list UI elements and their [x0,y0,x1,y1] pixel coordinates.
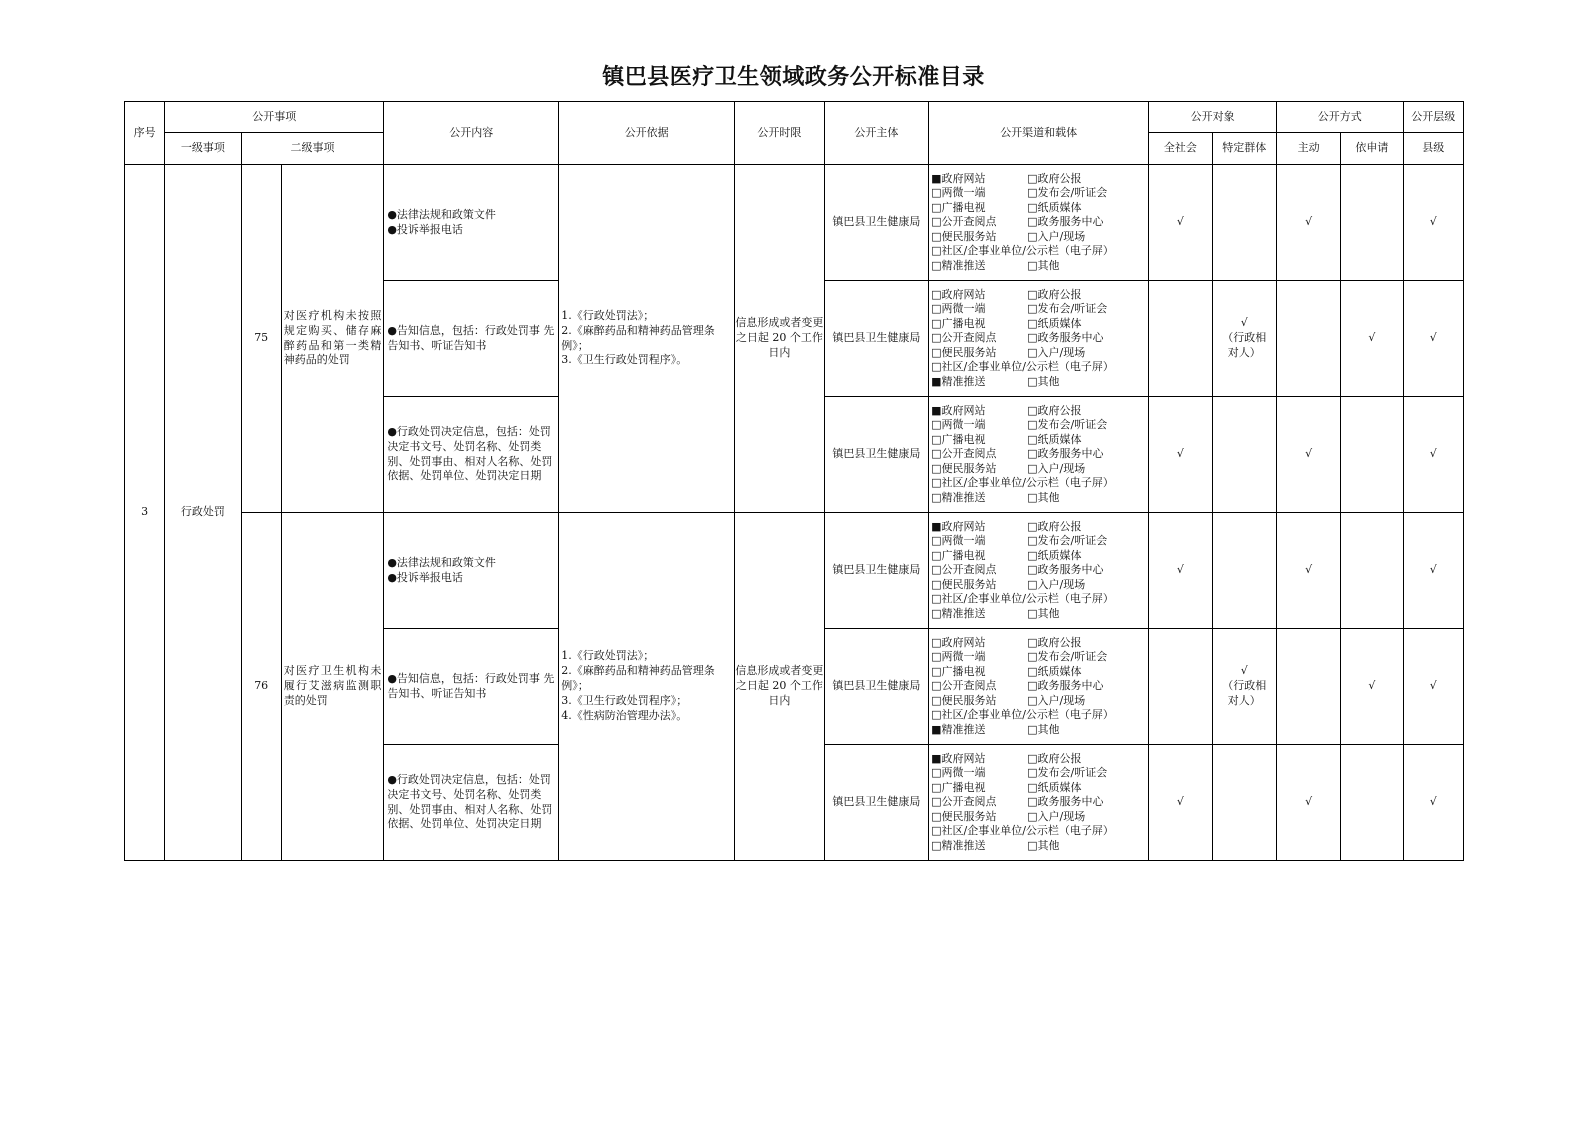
mark-group [1212,629,1276,745]
channel-cell [929,397,1149,513]
basis-cell [559,165,735,513]
channel-option: □发布会/听证会 [1027,418,1108,432]
header-target-group: 特定群体 [1212,133,1276,165]
channel-option: □发布会/听证会 [1027,766,1108,780]
header-target: 公开对象 [1149,102,1277,133]
channel-cell [929,281,1149,397]
channel-option: □广播电视 [931,432,986,446]
channel-line [931,766,1146,781]
mark-all [1149,281,1212,397]
content-cell [384,629,559,745]
channel-option: □其他 [1027,722,1060,736]
check-mark: √ [1368,331,1376,345]
check-mark: √ [1429,331,1437,345]
content-cell [384,165,559,281]
channel-option: □便民服务站 [931,693,997,707]
channel-option: □精准推送 [931,838,986,852]
check-mark: 对人） [1227,345,1261,359]
mark-county [1403,745,1463,861]
check-mark: √ [1368,679,1376,693]
subject-cell: 镇巴县卫生健康局 [824,745,929,861]
check-mark: √ [1429,795,1437,809]
channel-option: □两微一端 [931,534,986,548]
check-mark: √ [1429,447,1437,461]
channel-option: □政府公报 [1027,751,1082,765]
channel-line [931,795,1146,810]
subject-cell: 镇巴县卫生健康局 [824,281,929,397]
mark-active [1276,513,1340,629]
channel-line [931,360,1146,375]
channel-option: □便民服务站 [931,461,997,475]
channel-option: □广播电视 [931,664,986,678]
channel-line [931,317,1146,332]
mark-request [1341,629,1403,745]
channel-option: □纸质媒体 [1027,548,1082,562]
channel-option: □政府网站 [931,287,986,301]
channel-option: □入户/现场 [1027,461,1086,475]
mark-active [1276,165,1340,281]
page-title: 镇巴县医疗卫生领域政务公开标准目录 [602,64,985,90]
channel-option: □公开查阅点 [931,679,997,693]
channel-line [931,476,1146,491]
channel-line [931,172,1146,187]
channel-line [931,520,1146,535]
header-time: 公开时限 [735,102,824,165]
mark-group [1212,165,1276,281]
channel-line [931,549,1146,564]
channel-cell [929,165,1149,281]
text-line: 3.《卫生行政处罚程序》。 [561,353,688,367]
check-mark: （行政相 [1222,679,1267,693]
check-mark: √ [1176,215,1184,229]
channel-option: □便民服务站 [931,809,997,823]
channel-option: □公开查阅点 [931,795,997,809]
channel-option: □发布会/听证会 [1027,302,1108,316]
mark-active [1276,397,1340,513]
channel-line [931,752,1146,767]
content-cell [384,745,559,861]
check-mark: √ [1176,447,1184,461]
check-mark: （行政相 [1222,331,1267,345]
check-mark: √ [1176,795,1184,809]
channel-option: □其他 [1027,258,1060,272]
channel-option: □社区/企事业单位/公示栏（电子屏） [931,360,1114,374]
channel-option: □社区/企事业单位/公示栏（电子屏） [931,824,1114,838]
channel-line [931,534,1146,549]
text-line: ●法律法规和政策文件 [387,555,496,569]
seq-cell: 3 [125,165,165,861]
channel-line [931,839,1146,854]
channel-line [931,810,1146,825]
text-line: 2.《麻醉药品和精神药品管理条例》； [561,664,715,693]
text-line: 1.《行政处罚法》； [561,308,655,322]
channel-line [931,375,1146,390]
header-tier: 公开层级 [1403,102,1463,133]
text-line: 3.《卫生行政处罚程序》； [561,693,688,707]
channel-option: □两微一端 [931,418,986,432]
channel-option: □社区/企事业单位/公示栏（电子屏） [931,244,1114,258]
channel-option: □入户/现场 [1027,229,1086,243]
channel-option: □公开查阅点 [931,563,997,577]
channel-line [931,665,1146,680]
channel-option: □政务服务中心 [1027,215,1104,229]
subject-cell: 镇巴县卫生健康局 [824,513,929,629]
channel-option: □政务服务中心 [1027,331,1104,345]
text-line: ●法律法规和政策文件 [387,207,496,221]
channel-option: □入户/现场 [1027,693,1086,707]
channel-line [931,578,1146,593]
text-line: ●告知信息，包括：行政处罚事 先告知书、听证告知书 [387,671,555,700]
channel-option: □其他 [1027,374,1060,388]
check-mark: √ [1305,447,1313,461]
mark-all [1149,165,1212,281]
channel-option: □两微一端 [931,302,986,316]
text-line: ●投诉举报电话 [387,570,463,584]
level1-cell: 行政处罚 [165,165,241,861]
channel-cell [929,745,1149,861]
channel-option: □其他 [1027,838,1060,852]
channel-option: □入户/现场 [1027,577,1086,591]
channel-option: □纸质媒体 [1027,780,1082,794]
mark-request [1341,165,1403,281]
mark-county [1403,513,1463,629]
check-mark: √ [1429,563,1437,577]
header-subject: 公开主体 [824,102,929,165]
check-mark: √ [1429,679,1437,693]
mark-active [1276,281,1340,397]
mark-group [1212,397,1276,513]
channel-option: □纸质媒体 [1027,200,1082,214]
header-mode-request: 依申请 [1341,133,1403,165]
item-number: 75 [241,165,281,513]
channel-option: □发布会/听证会 [1027,650,1108,664]
channel-line [931,404,1146,419]
channel-line [931,288,1146,303]
channel-option: ■政府网站 [931,519,986,533]
item-name: 对医疗卫生机构未履行艾滋病监测职责的处罚 [281,513,384,861]
channel-option: □其他 [1027,490,1060,504]
channel-line [931,346,1146,361]
text-line: ●投诉举报电话 [387,222,463,236]
check-mark: √ [1429,215,1437,229]
header-basis: 公开依据 [559,102,735,165]
mark-group [1212,281,1276,397]
channel-option: □两微一端 [931,766,986,780]
channel-option: □政府公报 [1027,287,1082,301]
channel-option: □便民服务站 [931,229,997,243]
table-row [125,165,1464,281]
channel-option: □发布会/听证会 [1027,534,1108,548]
channel-option: □公开查阅点 [931,331,997,345]
header-level2: 二级事项 [241,133,384,165]
channel-line [931,447,1146,462]
channel-option: □广播电视 [931,780,986,794]
channel-option: □纸质媒体 [1027,316,1082,330]
item-number: 76 [241,513,281,861]
text-line: ●行政处罚决定信息，包括：处罚决定书文号、处罚名称、处罚类别、处罚事由、相对人名称、处罚依据、处罚单位、处罚决定日期 [387,772,553,831]
header-level1: 一级事项 [165,133,241,165]
channel-option: ■政府网站 [931,403,986,417]
mark-request [1341,281,1403,397]
channel-line [931,592,1146,607]
subject-cell: 镇巴县卫生健康局 [824,397,929,513]
time-cell: 信息形成或者变更之日起 20 个工作日内 [735,513,824,861]
channel-line [931,201,1146,216]
channel-option: □政府公报 [1027,403,1082,417]
channel-line [931,607,1146,622]
channel-option: □精准推送 [931,490,986,504]
channel-option: □社区/企事业单位/公示栏（电子屏） [931,592,1114,606]
channel-line [931,491,1146,506]
check-mark: √ [1305,215,1313,229]
mark-all [1149,629,1212,745]
header-seq: 序号 [125,102,165,165]
channel-line [931,636,1146,651]
channel-option: □两微一端 [931,650,986,664]
channel-line [931,650,1146,665]
channel-option: □公开查阅点 [931,447,997,461]
header-mode: 公开方式 [1276,102,1403,133]
mark-request [1341,397,1403,513]
channel-line [931,462,1146,477]
channel-line [931,259,1146,274]
channel-cell [929,629,1149,745]
channel-option: □发布会/听证会 [1027,186,1108,200]
text-line: ●行政处罚决定信息，包括：处罚决定书文号、处罚名称、处罚类别、处罚事由、相对人名称、处罚依据、处罚单位、处罚决定日期 [387,424,553,483]
channel-option: □入户/现场 [1027,809,1086,823]
check-mark: √ [1305,795,1313,809]
channel-line [931,694,1146,709]
channel-option: □纸质媒体 [1027,664,1082,678]
mark-all [1149,745,1212,861]
channel-option: ■政府网站 [931,751,986,765]
channel-line [931,418,1146,433]
text-line: 4.《性病防治管理办法》。 [561,708,688,722]
channel-option: □便民服务站 [931,345,997,359]
channel-option: □政府公报 [1027,171,1082,185]
check-mark: √ [1240,316,1248,330]
header-mode-active: 主动 [1276,133,1340,165]
mark-county [1403,397,1463,513]
mark-all [1149,397,1212,513]
channel-option: □政务服务中心 [1027,679,1104,693]
text-line: 1.《行政处罚法》； [561,649,655,663]
mark-active [1276,629,1340,745]
channel-option: □纸质媒体 [1027,432,1082,446]
check-mark: √ [1305,563,1313,577]
time-cell: 信息形成或者变更之日起 20 个工作日内 [735,165,824,513]
channel-option: □政府公报 [1027,519,1082,533]
channel-option: □社区/企事业单位/公示栏（电子屏） [931,476,1114,490]
header-target-all: 全社会 [1149,133,1212,165]
mark-county [1403,281,1463,397]
channel-option: □广播电视 [931,548,986,562]
channel-line [931,723,1146,738]
mark-group [1212,513,1276,629]
header-channel: 公开渠道和载体 [929,102,1149,165]
item-name: 对医疗机构未按照规定购买、储存麻醉药品和第一类精神药品的处罚 [281,165,384,513]
subject-cell: 镇巴县卫生健康局 [824,165,929,281]
channel-option: □社区/企事业单位/公示栏（电子屏） [931,708,1114,722]
channel-line [931,244,1146,259]
header-items: 公开事项 [165,102,384,133]
channel-option: □入户/现场 [1027,345,1086,359]
mark-all [1149,513,1212,629]
header-content: 公开内容 [384,102,559,165]
table-row [125,513,1464,629]
channel-line [931,230,1146,245]
channel-option: □政务服务中心 [1027,563,1104,577]
channel-line [931,708,1146,723]
subject-cell: 镇巴县卫生健康局 [824,629,929,745]
channel-option: □政务服务中心 [1027,447,1104,461]
channel-option: □公开查阅点 [931,215,997,229]
content-cell [384,397,559,513]
content-cell [384,513,559,629]
channel-option: ■精准推送 [931,374,986,388]
mark-county [1403,165,1463,281]
mark-request [1341,513,1403,629]
channel-line [931,824,1146,839]
text-line: 2.《麻醉药品和精神药品管理条 例》； [561,323,715,352]
mark-county [1403,629,1463,745]
channel-option: ■政府网站 [931,171,986,185]
channel-line [931,215,1146,230]
channel-line [931,781,1146,796]
channel-option: ■精准推送 [931,722,986,736]
channel-option: □精准推送 [931,258,986,272]
channel-line [931,186,1146,201]
mark-request [1341,745,1403,861]
channel-option: □政务服务中心 [1027,795,1104,809]
text-line: ●告知信息，包括：行政处罚事 先告知书、听证告知书 [387,323,555,352]
channel-option: □便民服务站 [931,577,997,591]
mark-active [1276,745,1340,861]
catalog-table [124,101,1464,861]
basis-cell [559,513,735,861]
content-cell [384,281,559,397]
channel-option: □精准推送 [931,606,986,620]
channel-line [931,433,1146,448]
check-mark: 对人） [1227,693,1261,707]
channel-line [931,302,1146,317]
check-mark: √ [1176,563,1184,577]
mark-group [1212,745,1276,861]
check-mark: √ [1240,664,1248,678]
channel-line [931,563,1146,578]
channel-option: □其他 [1027,606,1060,620]
channel-option: □广播电视 [931,200,986,214]
channel-option: □政府公报 [1027,635,1082,649]
header-tier-county: 县级 [1403,133,1463,165]
channel-line [931,331,1146,346]
channel-cell [929,513,1149,629]
channel-line [931,679,1146,694]
channel-option: □广播电视 [931,316,986,330]
channel-option: □两微一端 [931,186,986,200]
channel-option: □政府网站 [931,635,986,649]
